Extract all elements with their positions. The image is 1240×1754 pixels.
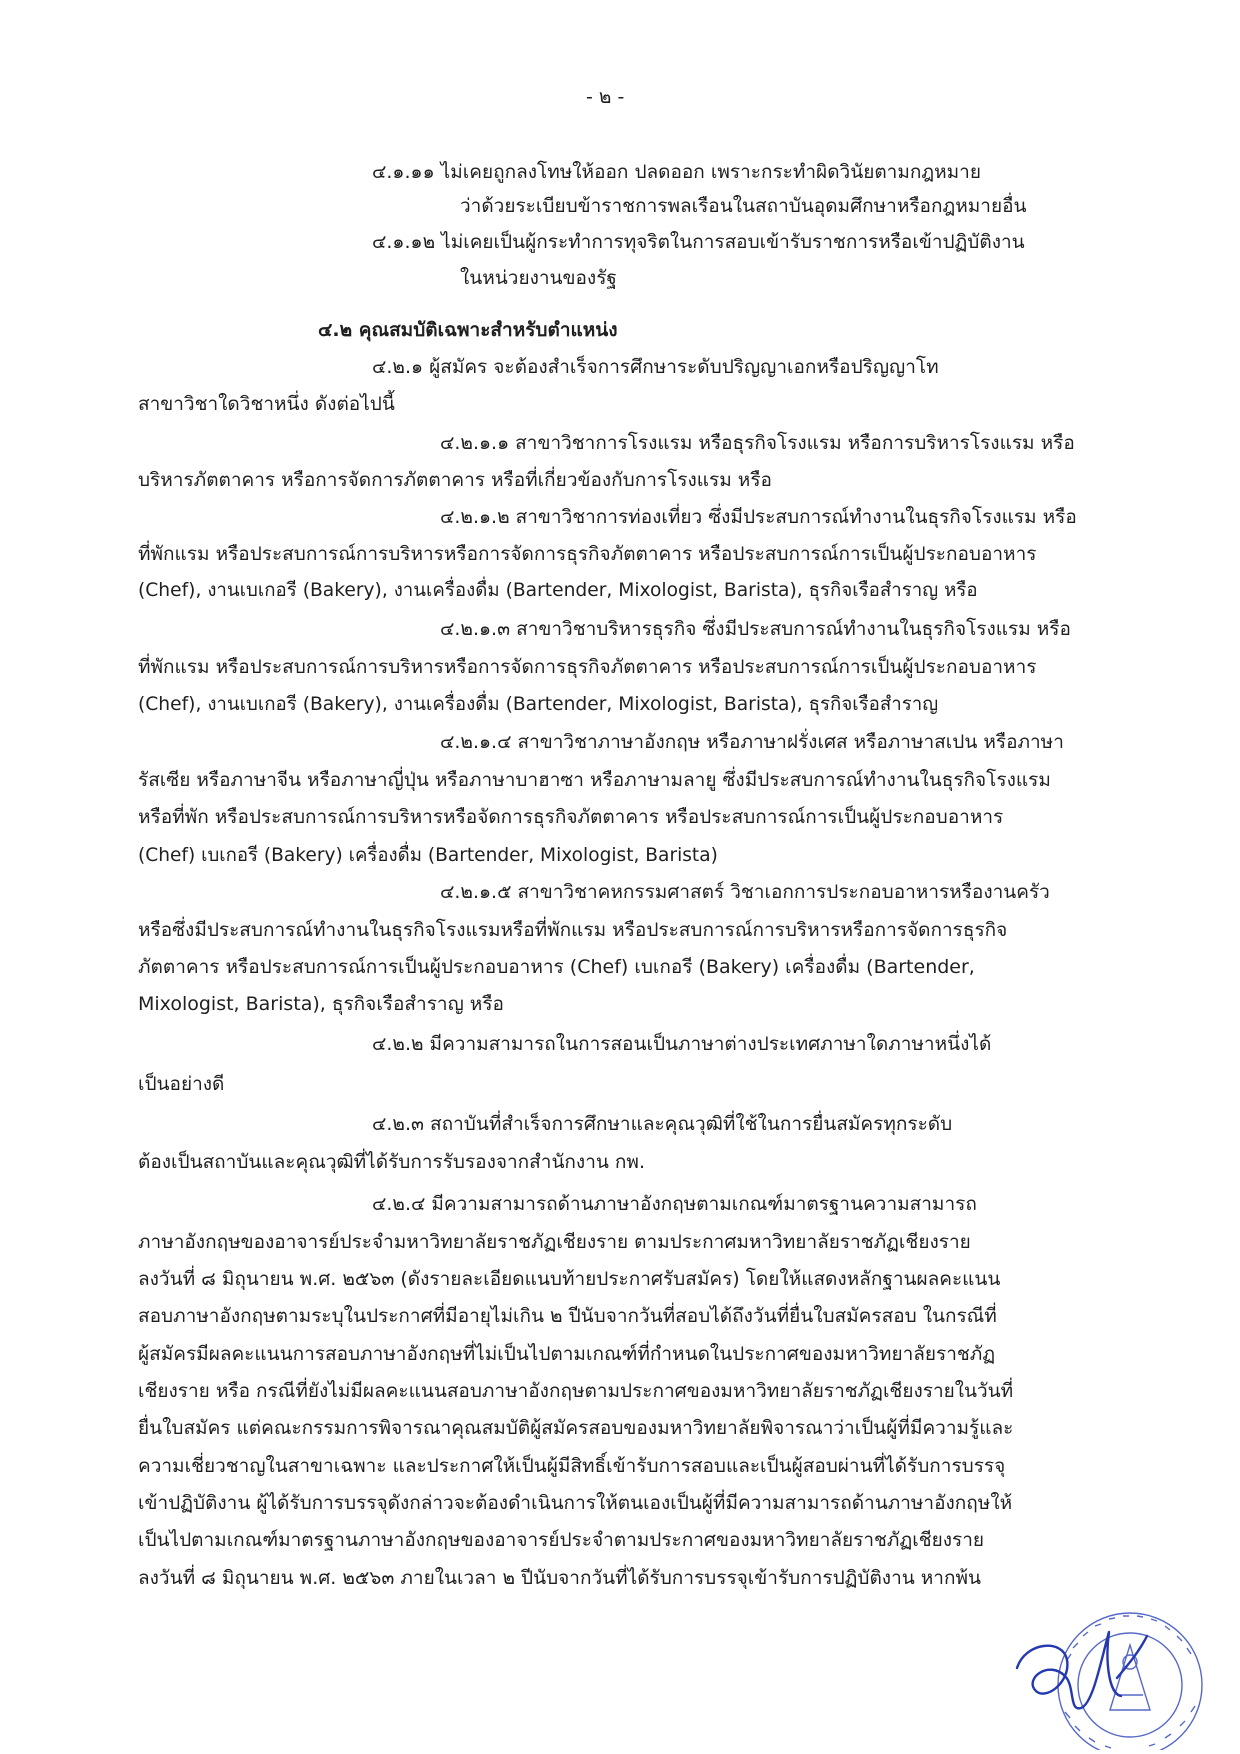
text-line: ๔.๒.๑.๒ สาขาวิชาการท่องเที่ยว ซึ่งมีประสบการณ์ทำงานในธุรกิจโรงแรม หรือ [440, 506, 1077, 528]
text-line: บริหารภัตตาคาร หรือการจัดการภัตตาคาร หรือที่เกี่ยวข้องกับการโรงแรม หรือ [138, 469, 772, 491]
text-line: ที่พักแรม หรือประสบการณ์การบริหารหรือการจัดการธุรกิจภัตตาคาร หรือประสบการณ์การเป็นผู้ประกอบอาหาร [138, 656, 1037, 678]
text-line: Mixologist, Barista), ธุรกิจเรือสำราญ หรือ [138, 993, 504, 1015]
text-line: (Chef), งานเบเกอรี (Bakery), งานเครื่องดื่ม (Bartender, Mixologist, Barista), ธุรกิจเรือสำราญ หรือ [138, 579, 978, 601]
section-heading: ๔.๒ คุณสมบัติเฉพาะสำหรับตำแหน่ง [318, 319, 618, 341]
text-line: ภัตตาคาร หรือประสบการณ์การเป็นผู้ประกอบอาหาร (Chef) เบเกอรี (Bakery) เครื่องดื่ม (Bartender, [138, 956, 975, 978]
text-line: ต้องเป็นสถาบันและคุณวุฒิที่ได้รับการรับรองจากสำนักงาน กพ. [138, 1151, 645, 1173]
text-line: ๔.๒.๒ มีความสามารถในการสอนเป็นภาษาต่างประเทศภาษาใดภาษาหนึ่งได้ [372, 1033, 992, 1055]
text-line: ภาษาอังกฤษของอาจารย์ประจำมหาวิทยาลัยราชภัฏเชียงราย ตามประกาศมหาวิทยาลัยราชภัฏเชียงราย [138, 1231, 971, 1253]
text-line: หรือซึ่งมีประสบการณ์ทำงานในธุรกิจโรงแรมหรือที่พักแรม หรือประสบการณ์การบริหารหรือการจัดการธุรกิจ [138, 919, 1008, 941]
text-line: (Chef) เบเกอรี (Bakery) เครื่องดื่ม (Bartender, Mixologist, Barista) [138, 844, 718, 866]
page-number: - ๒ - [586, 86, 625, 108]
text-line: สอบภาษาอังกฤษตามระบุในประกาศที่มีอายุไม่เกิน ๒ ปีนับจากวันที่สอบได้ถึงวันที่ยื่นใบสมัครสอบ ในกรณีที่ [138, 1305, 997, 1327]
text-line: ความเชี่ยวชาญในสาขาเฉพาะ และประกาศให้เป็นผู้มีสิทธิ์เข้ารับการสอบและเป็นผู้สอบผ่านที่ได้รับการบรรจุ [138, 1455, 1006, 1477]
text-line: หรือที่พัก หรือประสบการณ์การบริหารหรือจัดการธุรกิจภัตตาคาร หรือประสบการณ์การเป็นผู้ประกอบอาหาร [138, 806, 1004, 828]
text-line: ๔.๒.๑.๓ สาขาวิชาบริหารธุรกิจ ซึ่งมีประสบการณ์ทำงานในธุรกิจโรงแรม หรือ [440, 618, 1071, 640]
text-line: สาขาวิชาใดวิชาหนึ่ง ดังต่อไปนี้ [138, 393, 395, 415]
text-line: ๔.๑.๑๑ ไม่เคยถูกลงโทษให้ออก ปลดออก เพราะกระทำผิดวินัยตามกฎหมาย [372, 161, 981, 183]
text-line: ๔.๒.๑.๔ สาขาวิชาภาษาอังกฤษ หรือภาษาฝรั่งเศส หรือภาษาสเปน หรือภาษา [440, 731, 1064, 753]
text-line: ๔.๒.๑.๑ สาขาวิชาการโรงแรม หรือธุรกิจโรงแรม หรือการบริหารโรงแรม หรือ [440, 432, 1075, 454]
text-line: เชียงราย หรือ กรณีที่ยังไม่มีผลคะแนนสอบภาษาอังกฤษตามประกาศของมหาวิทยาลัยราชภัฏเชียงรายในวันที่ [138, 1380, 1014, 1402]
text-line: ลงวันที่ ๘ มิถุนายน พ.ศ. ๒๕๖๓ (ดังรายละเอียดแนบท้ายประกาศรับสมัคร) โดยให้แสดงหลักฐานผลคะแนน [138, 1268, 1001, 1290]
text-line: ผู้สมัครมีผลคะแนนการสอบภาษาอังกฤษที่ไม่เป็นไปตามเกณฑ์ที่กำหนดในประกาศของมหาวิทยาลัยราชภัฏ [138, 1343, 996, 1365]
text-line: รัสเซีย หรือภาษาจีน หรือภาษาญี่ปุ่น หรือภาษาบาฮาซา หรือภาษามลายู ซึ่งมีประสบการณ์ทำงานในธุรกิจโรงแรม [138, 769, 1051, 791]
text-line: ยื่นใบสมัคร แต่คณะกรรมการพิจารณาคุณสมบัติผู้สมัครสอบของมหาวิทยาลัยพิจารณาว่าเป็นผู้ที่มีความรู้และ [138, 1417, 1014, 1439]
university-seal-and-signature [1005, 1590, 1215, 1750]
text-line: เป็นอย่างดี [138, 1073, 225, 1095]
text-line: ๔.๒.๑ ผู้สมัคร จะต้องสำเร็จการศึกษาระดับปริญญาเอกหรือปริญญาโท [372, 356, 939, 378]
text-line: (Chef), งานเบเกอรี (Bakery), งานเครื่องดื่ม (Bartender, Mixologist, Barista), ธุรกิจเรือสำราญ [138, 693, 939, 715]
text-line: ๔.๒.๓ สถาบันที่สำเร็จการศึกษาและคุณวุฒิที่ใช้ในการยื่นสมัครทุกระดับ [372, 1113, 953, 1135]
text-line: ในหน่วยงานของรัฐ [460, 267, 617, 289]
text-line: เป็นไปตามเกณฑ์มาตรฐานภาษาอังกฤษของอาจารย์ประจำตามประกาศของมหาวิทยาลัยราชภัฏเชียงราย [138, 1529, 985, 1551]
text-line: ๔.๒.๑.๕ สาขาวิชาคหกรรมศาสตร์ วิชาเอกการประกอบอาหารหรืองานครัว [440, 881, 1050, 903]
text-line: เข้าปฏิบัติงาน ผู้ได้รับการบรรจุดังกล่าวจะต้องดำเนินการให้ตนเองเป็นผู้ที่มีความสามารถด้านภาษาอังกฤษให้ [138, 1492, 1013, 1514]
text-line: ลงวันที่ ๘ มิถุนายน พ.ศ. ๒๕๖๓ ภายในเวลา ๒ ปีนับจากวันที่ได้รับการบรรจุเข้ารับการปฏิบัติงาน หากพ้น [138, 1567, 981, 1589]
text-line: ๔.๒.๔ มีความสามารถด้านภาษาอังกฤษตามเกณฑ์มาตรฐานความสามารถ [372, 1193, 977, 1215]
text-line: ว่าด้วยระเบียบข้าราชการพลเรือนในสถาบันอุดมศึกษาหรือกฎหมายอื่น [460, 195, 1027, 217]
text-line: ที่พักแรม หรือประสบการณ์การบริหารหรือการจัดการธุรกิจภัตตาคาร หรือประสบการณ์การเป็นผู้ประกอบอาหาร [138, 543, 1037, 565]
text-line: ๔.๑.๑๒ ไม่เคยเป็นผู้กระทำการทุจริตในการสอบเข้ารับราชการหรือเข้าปฏิบัติงาน [372, 231, 1025, 253]
